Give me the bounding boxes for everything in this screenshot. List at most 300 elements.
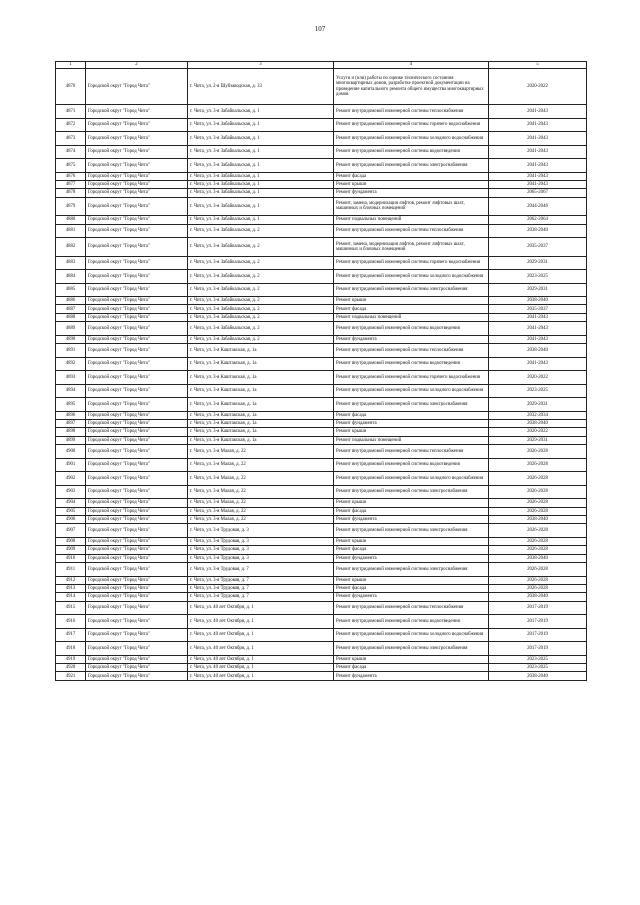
row-number-cell: 4921 [56, 672, 86, 680]
work-type-cell: Ремонт подвальных помещений [334, 216, 489, 224]
period-cell: 2041-2043 [489, 172, 587, 180]
municipality-cell: Городской округ "Город Чита" [86, 270, 188, 284]
work-type-cell: Ремонт фасада [334, 507, 489, 515]
period-cell: 2065-2067 [489, 189, 587, 197]
municipality-cell: Городской округ "Город Чита" [86, 398, 188, 412]
row-number-cell: 4881 [56, 224, 86, 238]
table-row [56, 499, 587, 507]
address-cell: г. Чита, ул. 40 лет Октября, д. 1 [188, 628, 334, 642]
municipality-cell: Городской округ "Город Чита" [86, 172, 188, 180]
address-cell: г. Чита, ул. 3-я Каштакская, д. 1а [188, 357, 334, 371]
row-number-cell: 4872 [56, 118, 86, 132]
table-row [56, 335, 587, 343]
period-cell: 2023-2025 [489, 655, 587, 663]
table-row [56, 472, 587, 486]
table-row [56, 593, 587, 601]
period-cell: 2026-2028 [489, 485, 587, 499]
work-type-cell: Ремонт крыши [334, 537, 489, 545]
municipality-cell: Городской округ "Город Чита" [86, 537, 188, 545]
table-row [56, 672, 587, 680]
table-row [56, 270, 587, 284]
period-cell: 2017-2019 [489, 601, 587, 615]
address-cell: г. Чита, ул. 3-я Трудовая, д. 7 [188, 563, 334, 577]
row-number-cell: 4920 [56, 664, 86, 672]
table-row [56, 159, 587, 173]
table-row [56, 554, 587, 562]
municipality-cell: Городской округ "Город Чита" [86, 297, 188, 305]
municipality-cell: Городской округ "Город Чита" [86, 145, 188, 159]
row-number-cell: 4884 [56, 270, 86, 284]
period-cell: 2041-2043 [489, 335, 587, 343]
address-cell: г. Чита, ул. 3-я Забайкальская, д. 1 [188, 172, 334, 180]
repair-schedule-table [55, 61, 587, 681]
work-type-cell: Ремонт внутридомовой инженерной системы горячего водоснабжения [334, 371, 489, 385]
row-number-cell: 4886 [56, 297, 86, 305]
period-cell: 2038-2040 [489, 224, 587, 238]
row-number-cell: 4900 [56, 445, 86, 459]
period-cell: 2026-2028 [489, 458, 587, 472]
row-number-cell: 4915 [56, 601, 86, 615]
work-type-cell: Ремонт подвальных помещений [334, 313, 489, 321]
period-cell: 2017-2019 [489, 642, 587, 656]
row-number-cell: 4892 [56, 357, 86, 371]
address-cell: г. Чита, ул. 40 лет Октября, д. 1 [188, 601, 334, 615]
work-type-cell: Ремонт внутридомовой инженерной системы водоотведения [334, 458, 489, 472]
row-number-cell: 4885 [56, 283, 86, 297]
municipality-cell: Городской округ "Город Чита" [86, 576, 188, 584]
address-cell: г. Чита, ул. 3-я Забайкальская, д. 2 [188, 238, 334, 257]
row-number-cell: 4882 [56, 238, 86, 257]
period-cell: 2062-2064 [489, 216, 587, 224]
table-row [56, 322, 587, 336]
period-cell: 2038-2040 [489, 554, 587, 562]
row-number-cell: 4903 [56, 485, 86, 499]
work-type-cell: Ремонт внутридомовой инженерной системы горячего водоснабжения [334, 256, 489, 270]
period-cell: 2026-2028 [489, 546, 587, 554]
address-cell: г. Чита, ул. 3-я Забайкальская, д. 2 [188, 270, 334, 284]
row-number-cell: 4876 [56, 172, 86, 180]
work-type-cell: Ремонт фасада [334, 172, 489, 180]
work-type-cell: Ремонт внутридомовой инженерной системы электроснабжения [334, 283, 489, 297]
address-cell: г. Чита, ул. 3-я Трудовая, д. 3 [188, 554, 334, 562]
period-cell: 2038-2040 [489, 420, 587, 428]
table-row [56, 524, 587, 538]
table-row [56, 428, 587, 436]
municipality-cell: Городской округ "Город Чита" [86, 313, 188, 321]
municipality-cell: Городской округ "Город Чита" [86, 384, 188, 398]
address-cell: г. Чита, ул. 3-я Малая, д. 22 [188, 458, 334, 472]
table-row [56, 436, 587, 444]
address-cell: г. Чита, ул. 3-я Трудовая, д. 3 [188, 524, 334, 538]
row-number-cell: 4875 [56, 159, 86, 173]
municipality-cell: Городской округ "Город Чита" [86, 428, 188, 436]
period-cell: 2020-2022 [489, 69, 587, 105]
municipality-cell: Городской округ "Город Чита" [86, 601, 188, 615]
table-row [56, 197, 587, 216]
table-row [56, 537, 587, 545]
period-cell: 2038-2040 [489, 515, 587, 523]
municipality-cell: Городской округ "Город Чита" [86, 507, 188, 515]
municipality-cell: Городской округ "Город Чита" [86, 180, 188, 188]
column-header: 5 [489, 62, 587, 69]
table-row [56, 655, 587, 663]
municipality-cell: Городской округ "Город Чита" [86, 283, 188, 297]
period-cell: 2026-2028 [489, 499, 587, 507]
table-row [56, 357, 587, 371]
table-row [56, 485, 587, 499]
municipality-cell: Городской округ "Город Чита" [86, 655, 188, 663]
table-row [56, 305, 587, 313]
row-number-cell: 4899 [56, 436, 86, 444]
period-cell: 2035-2037 [489, 305, 587, 313]
period-cell: 2029-2031 [489, 283, 587, 297]
address-cell: г. Чита, ул. 2-я Шубзаводская, д. 33 [188, 69, 334, 105]
work-type-cell: Ремонт фундамента [334, 189, 489, 197]
work-type-cell: Ремонт внутридомовой инженерной системы водоотведения [334, 322, 489, 336]
municipality-cell: Городской округ "Город Чита" [86, 189, 188, 197]
work-type-cell: Ремонт внутридомовой инженерной системы теплоснабжения [334, 344, 489, 358]
table-row [56, 283, 587, 297]
column-header: 4 [334, 62, 489, 69]
column-header: 1 [56, 62, 86, 69]
period-cell: 2038-2040 [489, 593, 587, 601]
address-cell: г. Чита, ул. 3-я Каштакская, д. 1а [188, 344, 334, 358]
table-row [56, 576, 587, 584]
row-number-cell: 4889 [56, 322, 86, 336]
table-row [56, 224, 587, 238]
period-cell: 2017-2019 [489, 628, 587, 642]
municipality-cell: Городской округ "Город Чита" [86, 458, 188, 472]
row-number-cell: 4897 [56, 420, 86, 428]
row-number-cell: 4870 [56, 69, 86, 105]
municipality-cell: Городской округ "Город Чита" [86, 69, 188, 105]
work-type-cell: Ремонт внутридомовой инженерной системы холодного водоснабжения [334, 384, 489, 398]
table-row [56, 238, 587, 257]
table-row [56, 546, 587, 554]
period-cell: 2041-2043 [489, 322, 587, 336]
address-cell: г. Чита, ул. 3-я Каштакская, д. 1а [188, 420, 334, 428]
work-type-cell: Ремонт внутридомовой инженерной системы теплоснабжения [334, 445, 489, 459]
table-row [56, 118, 587, 132]
work-type-cell: Ремонт внутридомовой инженерной системы водоотведения [334, 357, 489, 371]
municipality-cell: Городской округ "Город Чита" [86, 499, 188, 507]
period-cell: 2038-2040 [489, 297, 587, 305]
column-header: 3 [188, 62, 334, 69]
row-number-cell: 4908 [56, 537, 86, 545]
municipality-cell: Городской округ "Город Чита" [86, 344, 188, 358]
address-cell: г. Чита, ул. 3-я Каштакская, д. 1а [188, 411, 334, 419]
period-cell: 2026-2028 [489, 472, 587, 486]
row-number-cell: 4902 [56, 472, 86, 486]
period-cell: 2026-2028 [489, 576, 587, 584]
page-number: 107 [314, 25, 326, 33]
row-number-cell: 4901 [56, 458, 86, 472]
period-cell: 2023-2025 [489, 664, 587, 672]
address-cell: г. Чита, ул. 3-я Забайкальская, д. 2 [188, 256, 334, 270]
address-cell: г. Чита, ул. 40 лет Октября, д. 1 [188, 642, 334, 656]
work-type-cell: Ремонт внутридомовой инженерной системы электроснабжения [334, 485, 489, 499]
municipality-cell: Городской округ "Город Чита" [86, 436, 188, 444]
address-cell: г. Чита, ул. 3-я Каштакская, д. 1а [188, 398, 334, 412]
row-number-cell: 4880 [56, 216, 86, 224]
period-cell: 2041-2043 [489, 105, 587, 119]
municipality-cell: Городской округ "Город Чита" [86, 584, 188, 592]
period-cell: 2026-2028 [489, 584, 587, 592]
address-cell: г. Чита, ул. 40 лет Октября, д. 1 [188, 655, 334, 663]
work-type-cell: Ремонт внутридомовой инженерной системы теплоснабжения [334, 601, 489, 615]
municipality-cell: Городской округ "Город Чита" [86, 197, 188, 216]
address-cell: г. Чита, ул. 3-я Трудовая, д. 7 [188, 584, 334, 592]
period-cell: 2026-2028 [489, 524, 587, 538]
table-row [56, 601, 587, 615]
period-cell: 2041-2043 [489, 313, 587, 321]
address-cell: г. Чита, ул. 3-я Малая, д. 22 [188, 499, 334, 507]
work-type-cell: Ремонт фасада [334, 584, 489, 592]
row-number-cell: 4879 [56, 197, 86, 216]
period-cell: 2041-2043 [489, 132, 587, 146]
municipality-cell: Городской округ "Город Чита" [86, 554, 188, 562]
row-number-cell: 4907 [56, 524, 86, 538]
address-cell: г. Чита, ул. 3-я Забайкальская, д. 2 [188, 305, 334, 313]
work-type-cell: Ремонт фундамента [334, 420, 489, 428]
table-row [56, 384, 587, 398]
work-type-cell: Ремонт фасада [334, 664, 489, 672]
row-number-cell: 4893 [56, 371, 86, 385]
period-cell: 2032-2034 [489, 411, 587, 419]
table-header-row [56, 62, 587, 69]
municipality-cell: Городской округ "Город Чита" [86, 305, 188, 313]
table-row [56, 411, 587, 419]
period-cell: 2038-2040 [489, 672, 587, 680]
row-number-cell: 4905 [56, 507, 86, 515]
row-number-cell: 4891 [56, 344, 86, 358]
municipality-cell: Городской округ "Город Чита" [86, 159, 188, 173]
row-number-cell: 4878 [56, 189, 86, 197]
table-row [56, 507, 587, 515]
period-cell: 2035-2037 [489, 238, 587, 257]
work-type-cell: Ремонт крыши [334, 180, 489, 188]
address-cell: г. Чита, ул. 3-я Забайкальская, д. 1 [188, 118, 334, 132]
municipality-cell: Городской округ "Город Чита" [86, 224, 188, 238]
address-cell: г. Чита, ул. 3-я Забайкальская, д. 2 [188, 335, 334, 343]
table-row [56, 398, 587, 412]
row-number-cell: 4904 [56, 499, 86, 507]
address-cell: г. Чита, ул. 3-я Забайкальская, д. 1 [188, 159, 334, 173]
address-cell: г. Чита, ул. 3-я Забайкальская, д. 1 [188, 189, 334, 197]
work-type-cell: Ремонт внутридомовой инженерной системы электроснабжения [334, 642, 489, 656]
municipality-cell: Городской округ "Город Чита" [86, 563, 188, 577]
address-cell: г. Чита, ул. 3-я Забайкальская, д. 1 [188, 197, 334, 216]
work-type-cell: Ремонт внутридомовой инженерной системы электроснабжения [334, 524, 489, 538]
table-row [56, 445, 587, 459]
address-cell: г. Чита, ул. 40 лет Октября, д. 1 [188, 672, 334, 680]
period-cell: 2023-2025 [489, 270, 587, 284]
row-number-cell: 4918 [56, 642, 86, 656]
work-type-cell: Ремонт внутридомовой инженерной системы водоотведения [334, 145, 489, 159]
municipality-cell: Городской округ "Город Чита" [86, 515, 188, 523]
address-cell: г. Чита, ул. 3-я Трудовая, д. 7 [188, 576, 334, 584]
table-row [56, 642, 587, 656]
address-cell: г. Чита, ул. 3-я Малая, д. 22 [188, 515, 334, 523]
period-cell: 2026-2028 [489, 563, 587, 577]
municipality-cell: Городской округ "Город Чита" [86, 615, 188, 629]
work-type-cell: Ремонт фасада [334, 305, 489, 313]
work-type-cell: Ремонт внутридомовой инженерной системы холодного водоснабжения [334, 628, 489, 642]
municipality-cell: Городской округ "Город Чита" [86, 524, 188, 538]
period-cell: 2026-2028 [489, 537, 587, 545]
table-row [56, 584, 587, 592]
column-header: 2 [86, 62, 188, 69]
municipality-cell: Городской округ "Город Чита" [86, 485, 188, 499]
work-type-cell: Ремонт фундамента [334, 335, 489, 343]
row-number-cell: 4873 [56, 132, 86, 146]
address-cell: г. Чита, ул. 3-я Забайкальская, д. 2 [188, 313, 334, 321]
municipality-cell: Городской округ "Город Чита" [86, 132, 188, 146]
address-cell: г. Чита, ул. 3-я Забайкальская, д. 1 [188, 145, 334, 159]
table-row [56, 371, 587, 385]
period-cell: 2038-2040 [489, 344, 587, 358]
period-cell: 2029-2031 [489, 398, 587, 412]
row-number-cell: 4898 [56, 428, 86, 436]
municipality-cell: Городской округ "Город Чита" [86, 628, 188, 642]
municipality-cell: Городской округ "Город Чита" [86, 118, 188, 132]
row-number-cell: 4916 [56, 615, 86, 629]
address-cell: г. Чита, ул. 3-я Каштакская, д. 1а [188, 371, 334, 385]
address-cell: г. Чита, ул. 3-я Каштакская, д. 1а [188, 384, 334, 398]
address-cell: г. Чита, ул. 3-я Трудовая, д. 3 [188, 546, 334, 554]
table-body [56, 62, 587, 681]
row-number-cell: 4912 [56, 576, 86, 584]
work-type-cell: Ремонт внутридомовой инженерной системы водоотведения [334, 615, 489, 629]
address-cell: г. Чита, ул. 3-я Забайкальская, д. 1 [188, 105, 334, 119]
period-cell: 2026-2028 [489, 445, 587, 459]
period-cell: 2026-2028 [489, 507, 587, 515]
row-number-cell: 4913 [56, 584, 86, 592]
period-cell: 2041-2043 [489, 118, 587, 132]
work-type-cell: Ремонт внутридомовой инженерной системы теплоснабжения [334, 105, 489, 119]
period-cell: 2029-2031 [489, 256, 587, 270]
municipality-cell: Городской округ "Город Чита" [86, 445, 188, 459]
municipality-cell: Городской округ "Город Чита" [86, 664, 188, 672]
address-cell: г. Чита, ул. 3-я Забайкальская, д. 1 [188, 216, 334, 224]
work-type-cell: Ремонт фасада [334, 546, 489, 554]
address-cell: г. Чита, ул. 3-я Забайкальская, д. 2 [188, 283, 334, 297]
row-number-cell: 4874 [56, 145, 86, 159]
row-number-cell: 4895 [56, 398, 86, 412]
address-cell: г. Чита, ул. 3-я Трудовая, д. 3 [188, 537, 334, 545]
municipality-cell: Городской округ "Город Чита" [86, 546, 188, 554]
work-type-cell: Ремонт крыши [334, 297, 489, 305]
row-number-cell: 4896 [56, 411, 86, 419]
address-cell: г. Чита, ул. 3-я Малая, д. 22 [188, 507, 334, 515]
row-number-cell: 4914 [56, 593, 86, 601]
table-row [56, 628, 587, 642]
work-type-cell: Ремонт крыши [334, 655, 489, 663]
address-cell: г. Чита, ул. 3-я Забайкальская, д. 2 [188, 297, 334, 305]
municipality-cell: Городской округ "Город Чита" [86, 105, 188, 119]
municipality-cell: Городской округ "Город Чита" [86, 256, 188, 270]
work-type-cell: Ремонт, замена, модернизация лифтов, ремонт лифтовых шахт, машинных и блочных помещений [334, 197, 489, 216]
row-number-cell: 4906 [56, 515, 86, 523]
municipality-cell: Городской округ "Город Чита" [86, 642, 188, 656]
address-cell: г. Чита, ул. 3-я Каштакская, д. 1а [188, 428, 334, 436]
table-row [56, 458, 587, 472]
work-type-cell: Ремонт внутридомовой инженерной системы теплоснабжения [334, 224, 489, 238]
municipality-cell: Городской округ "Город Чита" [86, 472, 188, 486]
municipality-cell: Городской округ "Город Чита" [86, 420, 188, 428]
table-row [56, 189, 587, 197]
row-number-cell: 4917 [56, 628, 86, 642]
row-number-cell: 4894 [56, 384, 86, 398]
work-type-cell: Ремонт фасада [334, 411, 489, 419]
period-cell: 2029-2031 [489, 436, 587, 444]
address-cell: г. Чита, ул. 3-я Забайкальская, д. 2 [188, 322, 334, 336]
address-cell: г. Чита, ул. 3-я Забайкальская, д. 1 [188, 132, 334, 146]
work-type-cell: Ремонт внутридомовой инженерной системы электроснабжения [334, 159, 489, 173]
row-number-cell: 4871 [56, 105, 86, 119]
municipality-cell: Городской округ "Город Чита" [86, 335, 188, 343]
table-row [56, 180, 587, 188]
work-type-cell: Ремонт подвальных помещений [334, 436, 489, 444]
work-type-cell: Ремонт внутридомовой инженерной системы горячего водоснабжения [334, 118, 489, 132]
period-cell: 2044-2046 [489, 197, 587, 216]
municipality-cell: Городской округ "Город Чита" [86, 672, 188, 680]
period-cell: 2041-2043 [489, 159, 587, 173]
address-cell: г. Чита, ул. 3-я Каштакская, д. 1а [188, 436, 334, 444]
work-type-cell: Ремонт фундамента [334, 672, 489, 680]
period-cell: 2041-2043 [489, 145, 587, 159]
table-row [56, 216, 587, 224]
period-cell: 2023-2025 [489, 384, 587, 398]
work-type-cell: Ремонт внутридомовой инженерной системы электроснабжения [334, 398, 489, 412]
municipality-cell: Городской округ "Город Чита" [86, 593, 188, 601]
municipality-cell: Городской округ "Город Чита" [86, 216, 188, 224]
period-cell: 2041-2043 [489, 357, 587, 371]
table-row [56, 297, 587, 305]
row-number-cell: 4911 [56, 563, 86, 577]
work-type-cell: Ремонт крыши [334, 499, 489, 507]
period-cell: 2041-2043 [489, 180, 587, 188]
row-number-cell: 4877 [56, 180, 86, 188]
row-number-cell: 4910 [56, 554, 86, 562]
period-cell: 2017-2019 [489, 615, 587, 629]
municipality-cell: Городской округ "Город Чита" [86, 322, 188, 336]
table-row [56, 563, 587, 577]
work-type-cell: Ремонт крыши [334, 576, 489, 584]
address-cell: г. Чита, ул. 3-я Забайкальская, д. 2 [188, 224, 334, 238]
table-row [56, 515, 587, 523]
address-cell: г. Чита, ул. 40 лет Октября, д. 1 [188, 664, 334, 672]
row-number-cell: 4909 [56, 546, 86, 554]
table-row [56, 256, 587, 270]
address-cell: г. Чита, ул. 3-я Малая, д. 22 [188, 445, 334, 459]
table-row [56, 420, 587, 428]
period-cell: 2020-2022 [489, 428, 587, 436]
row-number-cell: 4890 [56, 335, 86, 343]
work-type-cell: Ремонт фундамента [334, 554, 489, 562]
table-row [56, 664, 587, 672]
row-number-cell: 4887 [56, 305, 86, 313]
municipality-cell: Городской округ "Город Чита" [86, 371, 188, 385]
municipality-cell: Городской округ "Город Чита" [86, 238, 188, 257]
work-type-cell: Ремонт внутридомовой инженерной системы холодного водоснабжения [334, 472, 489, 486]
table-row [56, 69, 587, 105]
table-row [56, 145, 587, 159]
address-cell: г. Чита, ул. 40 лет Октября, д. 1 [188, 615, 334, 629]
table-row [56, 172, 587, 180]
municipality-cell: Городской округ "Город Чита" [86, 357, 188, 371]
row-number-cell: 4919 [56, 655, 86, 663]
